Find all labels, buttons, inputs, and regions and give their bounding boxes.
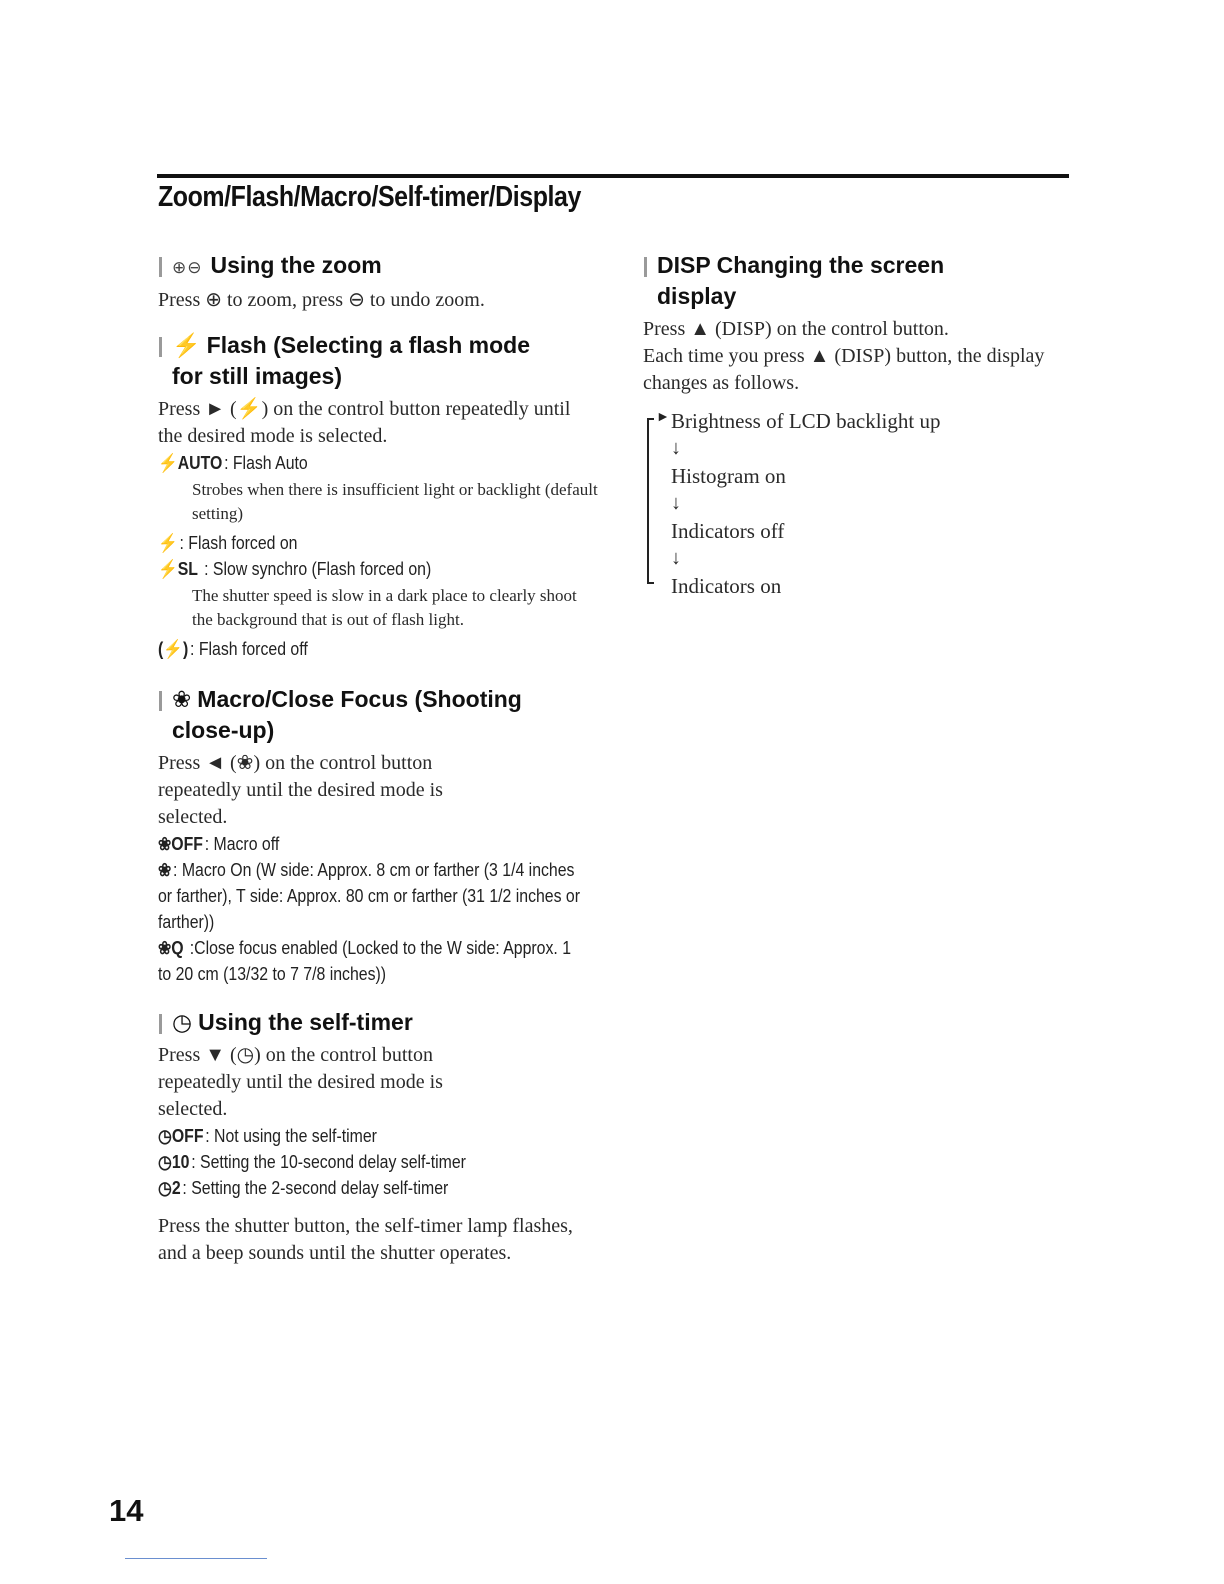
macro-heading <box>158 684 598 746</box>
zoom-body-mid: to zoom, press <box>222 289 349 311</box>
disp-step: Indicators off <box>671 519 785 543</box>
flash-auto-icon: ⚡AUTO <box>158 453 223 473</box>
selftimer-mode-label: : Not using the self-timer <box>205 1126 377 1146</box>
section-macro <box>158 684 598 987</box>
zoom-heading-text: Using the zoom <box>210 252 382 278</box>
zoom-heading <box>158 250 598 283</box>
flash-slow-icon: ⚡SL <box>158 559 198 579</box>
macro-heading-cont: close-up) <box>172 717 275 743</box>
arrow-down-icon: ↓ <box>671 547 681 569</box>
macro-flower-icon: ❀ <box>172 686 192 712</box>
left-column <box>158 250 598 1283</box>
selftimer-mode-2 <box>158 1175 545 1201</box>
selftimer-heading-text: Using the self-timer <box>198 1009 413 1035</box>
flash-icon: ⚡ <box>172 332 201 358</box>
disp-body-1: Press ▲ (DISP) on the control button. <box>643 318 949 340</box>
flash-mode-auto <box>158 450 545 476</box>
heading-marker <box>644 257 647 277</box>
flash-mode-on <box>158 530 545 556</box>
selftimer-mode-label: : Setting the 2-second delay self-timer <box>182 1178 449 1198</box>
section-zoom <box>158 250 598 314</box>
zoom-out-icon: ⊖ <box>348 289 365 311</box>
zoom-body-pre: Press <box>158 289 206 311</box>
footer-line <box>125 1558 267 1559</box>
disp-step: Indicators on <box>671 574 782 598</box>
flash-off-icon: (⚡) <box>158 639 189 659</box>
heading-marker <box>159 337 162 357</box>
disp-cycle-list <box>643 407 1063 600</box>
section-flash <box>158 330 598 662</box>
zoom-body-post: to undo zoom. <box>364 289 485 311</box>
heading-marker <box>159 257 162 277</box>
selftimer-mode-off <box>158 1123 545 1149</box>
macro-heading-text: Macro/Close Focus (Shooting <box>197 686 522 712</box>
selftimer-mode-10 <box>158 1149 545 1175</box>
selftimer-10-icon: ◷10 <box>158 1152 190 1172</box>
close-focus-icon: ❀Q <box>158 938 184 958</box>
disp-body-2: Each time you press ▲ (DISP) button, the display changes as follows. <box>643 345 1045 394</box>
flash-mode-label: : Slow synchro (Flash forced on) <box>199 559 432 579</box>
arrow-down-icon: ↓ <box>671 492 681 514</box>
macro-off-icon: ❀OFF <box>158 834 203 854</box>
arrow-right-icon: ► <box>656 410 670 425</box>
flash-mode-note: Strobes when there is insufficient light or backlight (default setting) <box>192 480 598 523</box>
zoom-icon: ⊕⊖ <box>172 258 203 277</box>
selftimer-off-icon: ◷OFF <box>158 1126 204 1146</box>
disp-heading-text: DISP Changing the screen <box>657 252 945 278</box>
heading-marker <box>159 691 162 711</box>
flash-mode-off <box>158 636 545 662</box>
selftimer-mode-label: : Setting the 10-second delay self-timer <box>191 1152 466 1172</box>
macro-mode-label: : Macro On (W side: Approx. 8 cm or farther (3 1/4 inches or farther), T side: Approx. 80 cm or farther (31 1/2 inches or farther)) <box>158 860 581 932</box>
flash-mode-note: The shutter speed is slow in a dark place to clearly shoot the background that is out of flash light. <box>192 586 577 629</box>
disp-step: Histogram on <box>671 464 786 488</box>
disp-heading <box>643 250 1063 312</box>
selftimer-footer: Press the shutter button, the self-timer lamp flashes, and a beep sounds until the shutter operates. <box>158 1215 573 1264</box>
flash-heading-cont: for still images) <box>172 363 342 389</box>
macro-body: Press ◄ (❀) on the control button repeatedly until the desired mode is selected. <box>158 752 443 828</box>
flash-on-icon: ⚡ <box>158 533 178 553</box>
section-selftimer <box>158 1007 598 1267</box>
selftimer-2-icon: ◷2 <box>158 1178 181 1198</box>
zoom-in-icon: ⊕ <box>205 289 222 311</box>
flash-mode-slow <box>158 556 545 582</box>
macro-mode-on <box>158 857 580 935</box>
arrow-down-icon: ↓ <box>671 437 681 459</box>
macro-mode-close <box>158 935 580 987</box>
macro-mode-off <box>158 831 545 857</box>
flash-heading-text: Flash (Selecting a flash mode <box>206 332 530 358</box>
zoom-body <box>158 287 598 314</box>
flash-body: Press ► (⚡) on the control button repeatedly until the desired mode is selected. <box>158 398 571 447</box>
macro-on-icon: ❀ <box>158 860 172 880</box>
selftimer-body: Press ▼ (◷) on the control button repeatedly until the desired mode is selected. <box>158 1044 443 1120</box>
disp-step: Brightness of LCD backlight up <box>671 409 941 433</box>
page-number: 14 <box>109 1493 144 1528</box>
flash-mode-label: : Flash forced off <box>190 639 308 659</box>
disp-heading-cont: display <box>657 283 737 309</box>
heading-marker <box>159 1014 162 1034</box>
cycle-bracket <box>647 418 654 584</box>
flash-heading <box>158 330 598 392</box>
flash-mode-label: : Flash forced on <box>179 533 298 553</box>
flash-mode-label: : Flash Auto <box>224 453 308 473</box>
self-timer-icon: ◷ <box>172 1009 193 1035</box>
right-column <box>643 250 1063 616</box>
title-rule <box>157 174 1069 178</box>
macro-mode-label: : Macro off <box>204 834 280 854</box>
page-title: Zoom/Flash/Macro/Self-timer/Display <box>158 181 581 213</box>
section-disp <box>643 250 1063 600</box>
macro-mode-label: :Close focus enabled (Locked to the W side: Approx. 1 to 20 cm (13/32 to 7 7/8 inches)) <box>158 938 572 984</box>
selftimer-heading <box>158 1007 598 1038</box>
